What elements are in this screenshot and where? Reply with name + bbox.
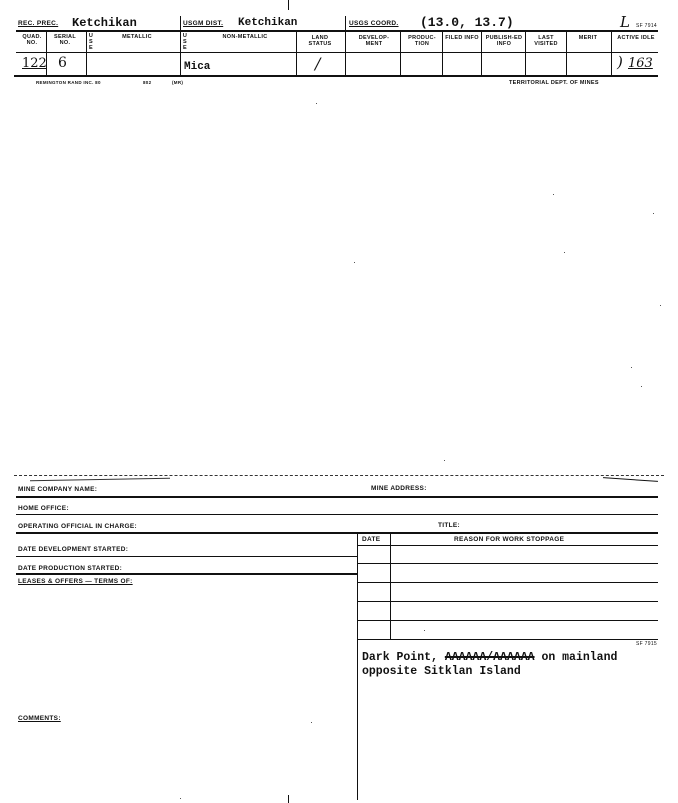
usgm-dist-value: Ketchikan	[238, 17, 298, 29]
col-non-metallic: NON-METALLIC	[222, 34, 268, 40]
scan-speck	[424, 630, 425, 631]
col-last-visited: LAST VISITED	[534, 35, 558, 47]
header-rule	[16, 30, 658, 32]
scan-speck	[660, 305, 661, 306]
row-bottom-rule	[14, 75, 658, 77]
table-rule	[357, 601, 658, 602]
location-struck: AAAAAA/AAAAAA	[444, 651, 535, 664]
col-header-rule	[16, 52, 658, 53]
col-divider	[442, 30, 443, 76]
row-rule	[16, 573, 357, 575]
quad-no-value: 122	[22, 56, 47, 71]
col-use-metallic: U S E	[88, 33, 94, 51]
col-divider	[525, 30, 526, 76]
row-rule	[16, 532, 658, 534]
mine-address-label: MINE ADDRESS:	[371, 485, 427, 492]
center-divider	[357, 532, 358, 800]
divider	[180, 16, 181, 30]
agency-imprint: TERRITORIAL DEPT. OF MINES	[509, 80, 599, 86]
form-code-bottom: SF 7915	[636, 641, 658, 647]
col-divider	[400, 30, 401, 76]
table-divider	[390, 532, 391, 639]
row-rule	[16, 556, 357, 557]
scan-speck	[553, 194, 554, 195]
top-tick	[288, 0, 289, 10]
bracket-mark: )	[617, 53, 623, 71]
location-prefix: Dark Point,	[362, 651, 438, 664]
scan-speck	[311, 722, 312, 723]
col-serial-no: SERIAL NO.	[54, 34, 76, 46]
print-code-b: (MR)	[172, 80, 184, 85]
rec-prec-label: REC. PREC.	[18, 20, 59, 27]
col-divider	[611, 30, 612, 76]
operating-official-label: OPERATING OFFICIAL IN CHARGE:	[18, 523, 137, 530]
scan-speck	[180, 798, 181, 799]
scan-speck	[631, 367, 632, 368]
col-quad-no: QUAD. NO.	[22, 34, 42, 46]
location-line-1	[362, 651, 617, 664]
row-rule	[16, 514, 658, 515]
card-edge	[14, 475, 664, 476]
comments-label: COMMENTS:	[18, 715, 61, 722]
table-rule	[357, 545, 658, 546]
print-code-a: 802	[143, 80, 152, 85]
date-production-started-label: DATE PRODUCTION STARTED:	[18, 565, 123, 572]
rec-prec-value: Ketchikan	[72, 16, 137, 30]
col-use-nonmetallic: U S E	[182, 33, 188, 51]
scan-speck	[564, 252, 565, 253]
scan-speck	[444, 460, 445, 461]
usgm-dist-label: USGM DIST.	[183, 20, 224, 27]
land-status-value: /	[315, 54, 321, 73]
date-development-started-label: DATE DEVELOPMENT STARTED:	[18, 546, 129, 553]
reason-col-header: REASON FOR WORK STOPPAGE	[454, 536, 565, 543]
corner-mark: L	[620, 13, 630, 31]
col-filed-info: FILED INFO	[445, 35, 479, 41]
leases-offers-label: LEASES & OFFERS — TERMS OF:	[18, 578, 133, 585]
scan-speck	[354, 262, 355, 263]
table-rule	[357, 582, 658, 583]
col-production: PRODUC-TION	[408, 35, 436, 47]
location-suffix: on mainland	[541, 651, 618, 664]
scan-speck	[641, 386, 642, 387]
col-divider	[180, 30, 181, 76]
col-divider	[566, 30, 567, 76]
serial-no-value: 6	[58, 55, 67, 71]
mine-company-name-label: MINE COMPANY NAME:	[18, 486, 98, 493]
col-divider	[481, 30, 482, 76]
form-code-top: SF 7914	[636, 23, 658, 29]
col-divider	[296, 30, 297, 76]
usgs-coord-value: (13.0, 13.7)	[420, 15, 514, 30]
scan-speck	[316, 103, 317, 104]
col-published-info: PUBLISH-ED INFO	[485, 35, 523, 47]
table-rule	[357, 620, 658, 621]
table-rule	[357, 563, 658, 564]
col-active-idle: ACTIVE IDLE	[617, 35, 655, 41]
printer-imprint: REMINGTON RAND INC. 80	[36, 80, 101, 85]
col-land-status: LAND STATUS	[308, 35, 332, 47]
non-metallic-value: Mica	[184, 61, 211, 73]
divider	[345, 16, 346, 30]
row-rule	[16, 496, 658, 498]
active-idle-value: 163	[628, 56, 653, 71]
table-rule	[357, 639, 658, 640]
upper-card	[0, 0, 678, 100]
col-metallic: METALLIC	[122, 34, 152, 40]
col-merit: MERIT	[578, 35, 598, 41]
col-development: DEVELOP-MENT	[358, 35, 390, 47]
usgs-coord-label: USGS COORD.	[349, 20, 399, 27]
home-office-label: HOME OFFICE:	[18, 505, 69, 512]
bottom-tick	[288, 795, 289, 803]
lower-card	[0, 470, 678, 803]
date-col-header: DATE	[362, 536, 381, 543]
col-divider	[345, 30, 346, 76]
card-edge-right	[603, 477, 658, 482]
location-line-2: opposite Sitklan Island	[362, 665, 521, 678]
card-edge-left	[30, 478, 170, 481]
title-label: TITLE:	[438, 522, 461, 529]
scan-speck	[653, 213, 654, 214]
col-divider	[86, 30, 87, 76]
